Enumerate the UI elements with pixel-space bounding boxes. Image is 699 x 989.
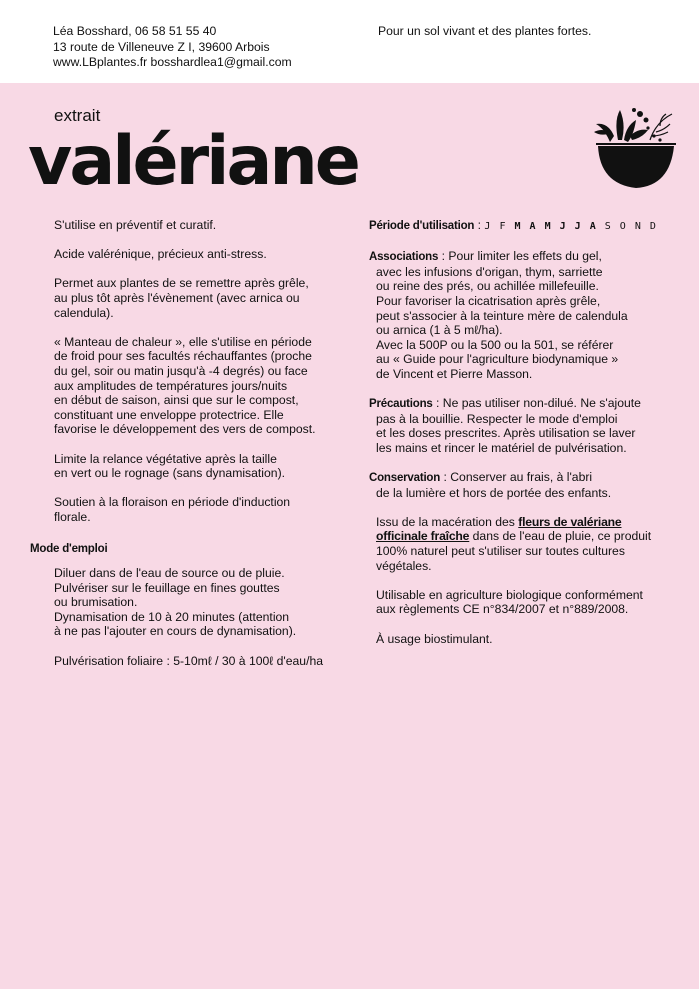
precautions-line: [369, 396, 679, 412]
contact-line: Léa Bosshard, 06 58 51 55 40: [53, 24, 217, 38]
emphasis-span: officinale fraîche: [376, 529, 470, 544]
associations-label: Associations: [369, 251, 439, 264]
text-line: Diluer dans de l'eau de source ou de pluie.: [54, 566, 285, 580]
text-line: et les doses prescrites. Après utilisation se laver: [376, 426, 636, 441]
text-line: Pulvérisation foliaire : 5-10mℓ / 30 à 100ℓ d'eau/ha: [54, 653, 324, 668]
text-line: calendula).: [54, 305, 114, 320]
contact-line: 13 route de Villeneuve Z I, 39600 Arbois: [53, 39, 270, 54]
text-line: [376, 529, 679, 544]
text-line: ou arnica (1 à 5 mℓ/ha).: [376, 323, 503, 338]
page-title: valériane: [28, 122, 358, 201]
text-line: peut s'associer à la teinture mère de calendula: [376, 308, 628, 323]
text-line: Utilisable en agriculture biologique conformément: [376, 587, 643, 602]
text-span: dans de l'eau de pluie, ce produit: [469, 529, 652, 544]
text-line: de la lumière et hors de portée des enfants.: [376, 485, 612, 500]
text-line: ou brumisation.: [54, 595, 138, 610]
text-span: : Ne pas utiliser non-dilué. Ne s'ajoute: [432, 396, 641, 411]
text-line: Limite la relance végétative après la taille: [54, 451, 277, 466]
text-line: À usage biostimulant.: [376, 631, 493, 646]
text-span: : Pour limiter les effets du gel,: [438, 249, 602, 264]
text-line: pas à la bouillie. Respecter le mode d'emploi: [376, 411, 618, 426]
text-line: « Manteau de chaleur », elle s'utilise en période: [54, 334, 312, 349]
periode-line: Période d'utilisation : J F M A M J J A S O N D: [369, 218, 658, 232]
months: [484, 221, 657, 232]
months-inactive: J F: [484, 221, 515, 232]
text-line: de Vincent et Pierre Masson.: [376, 366, 533, 381]
text-line: favorise le développement des vers de compost.: [54, 422, 316, 437]
months-active: M A M J J A: [514, 221, 605, 232]
text-line: ou reine des prés, ou achillée millefeuille.: [376, 279, 599, 294]
text-line: constituant une enveloppe protectrice. Elle: [54, 407, 284, 422]
text-line: en début de saison, ainsi que sur le compost,: [54, 393, 299, 408]
text-span: : Conserver au frais, à l'abri: [440, 470, 593, 485]
text-line: florale.: [54, 509, 91, 524]
text-line: aux amplitudes de températures jours/nuits: [54, 378, 288, 393]
text-line: S'utilise en préventif et curatif.: [54, 218, 217, 232]
periode-label: Période d'utilisation: [369, 220, 475, 232]
text-line: végétales.: [376, 558, 432, 573]
text-line: au « Guide pour l'agriculture biodynamique »: [376, 352, 619, 367]
text-line: du gel, soir ou matin jusqu'à -4 degrés) ou face: [54, 363, 308, 378]
text-line: à ne pas l'ajouter en cours de dynamisation).: [54, 624, 297, 639]
left-column: [54, 218, 354, 524]
header-band: [0, 0, 699, 83]
slogan: Pour un sol vivant et des plantes fortes.: [378, 24, 592, 38]
text-line: Acide valérénique, précieux anti-stress.: [54, 247, 267, 262]
months-inactive: S O N D: [604, 221, 658, 232]
text-span: Issu de la macération des: [376, 514, 519, 529]
text-line: en vert ou le rognage (sans dynamisation).: [54, 466, 286, 481]
text-line: Dynamisation de 10 à 20 minutes (attention: [54, 609, 290, 624]
text-line: Avec la 500P ou la 500 ou la 501, se référer: [376, 337, 614, 352]
text-line: Pour favoriser la cicatrisation après grêle,: [376, 293, 601, 308]
text-line: au plus tôt après l'évènement (avec arnica ou: [54, 290, 300, 305]
contact-line: www.LBplantes.fr bosshardlea1@gmail.com: [53, 55, 292, 69]
text-line: les mains et rincer le matériel de pulvérisation.: [376, 440, 627, 455]
right-column: [369, 218, 679, 646]
plant-bowl-logo-icon: [590, 106, 680, 196]
text-line: 100% naturel peut s'utiliser sur toutes cultures: [376, 544, 625, 559]
conservation-line: [369, 470, 679, 486]
extrait-label: extrait: [54, 106, 101, 125]
text-line: Pulvériser sur le feuillage en fines gouttes: [54, 580, 280, 595]
precautions-label: Précautions: [369, 398, 433, 411]
mode-emploi-heading: Mode d'emploi: [30, 543, 108, 555]
mode-emploi-block: [54, 566, 364, 668]
emphasis-span: fleurs de valériane: [518, 514, 622, 529]
text-line: Soutien à la floraison en période d'induction: [54, 495, 291, 510]
text-line: avec les infusions d'origan, thym, sarriette: [376, 264, 603, 279]
conservation-label: Conservation: [369, 472, 441, 485]
contact-block: [53, 24, 292, 71]
text-line: aux règlements CE n°834/2007 et n°889/2008.: [376, 602, 629, 617]
associations-line: [369, 249, 679, 265]
text-line: Permet aux plantes de se remettre après grêle,: [54, 276, 309, 291]
text-line: de froid pour ses facultés réchauffantes (proche: [54, 349, 312, 364]
text-line: [376, 515, 679, 530]
